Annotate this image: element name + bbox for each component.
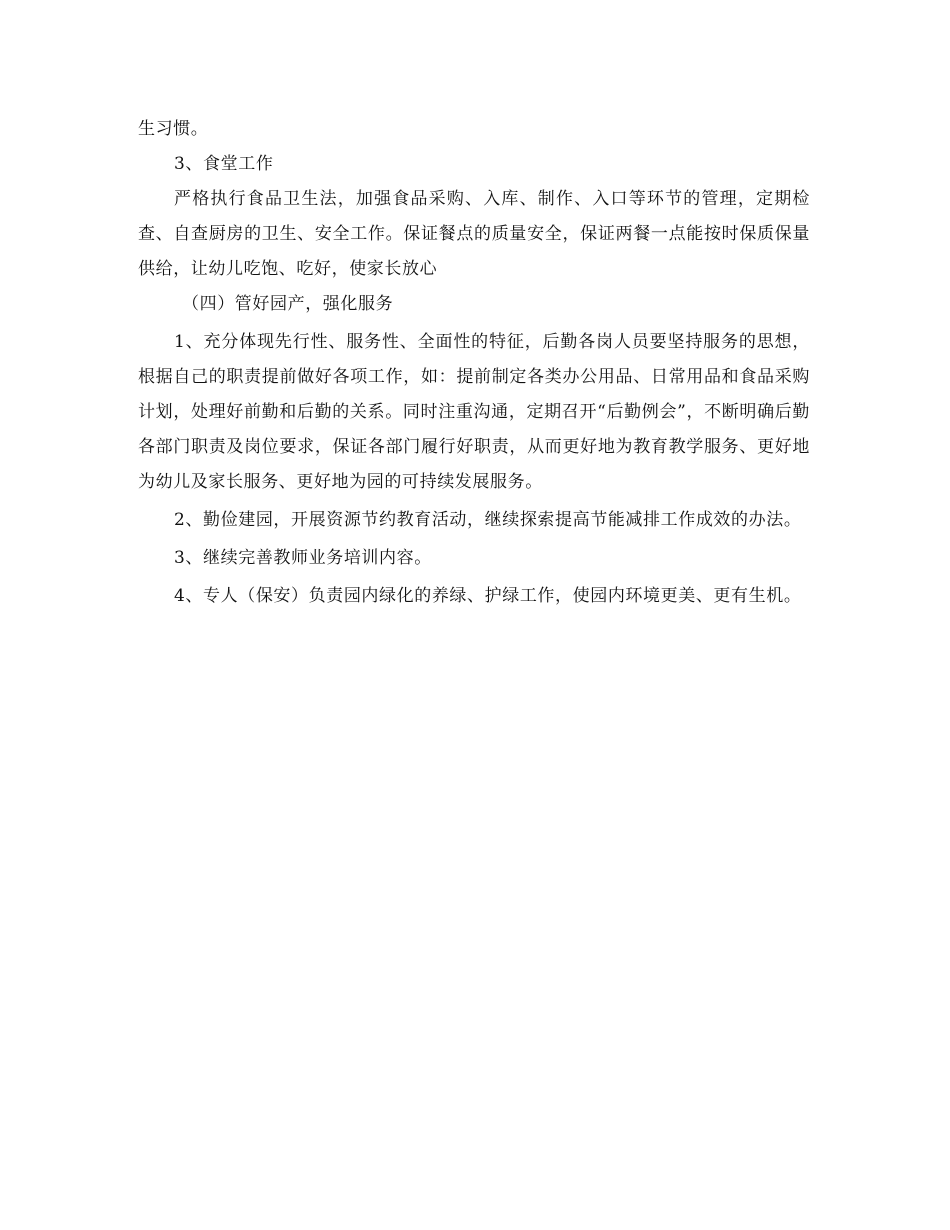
paragraph-item-1: 1、充分体现先行性、服务性、全面性的特征，后勤各岗人员要坚持服务的思想，根据自己的职责提前做好各项工作，如：提前制定各类办公用品、日常用品和食品采购计划，处理好前勤和后勤的关系。同时注重沟通，定期召开“后勤例会”，不断明确后勤各部门职责及岗位要求，保证各部门履行好职责，从而更好地为教育教学服务、更好地为幼儿及家长服务、更好地为园的可持续发展服务。 bbox=[138, 332, 810, 492]
paragraph-item-2: 2、勤俭建园，开展资源节约教育活动，继续探索提高节能减排工作成效的办法。 bbox=[174, 510, 802, 530]
section-heading-property-service: （四）管好园产，强化服务 bbox=[182, 294, 394, 314]
paragraph-item-3: 3、继续完善教师业务培训内容。 bbox=[174, 548, 432, 568]
document-page bbox=[138, 112, 810, 614]
paragraph-item-4: 4、专人（保安）负责园内绿化的养绿、护绿工作，使园内环境更美、更有生机。 bbox=[174, 586, 802, 606]
paragraph-canteen-work: 严格执行食品卫生法，加强食品采购、入库、制作、入口等环节的管理，定期检查、自查厨房的卫生、安全工作。保证餐点的质量安全，保证两餐一点能按时保质保量供给，让幼儿吃饱、吃好，使家长放心 bbox=[138, 189, 810, 279]
section-heading-canteen: 3、食堂工作 bbox=[174, 154, 274, 174]
paragraph-continuation: 生习惯。 bbox=[138, 119, 209, 139]
